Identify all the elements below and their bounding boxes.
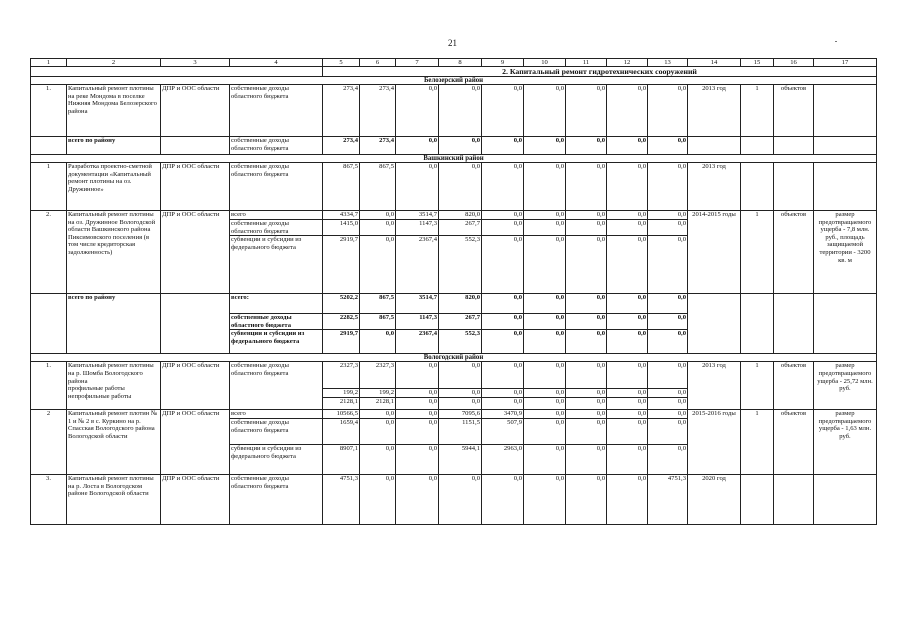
value-cell: 0,0 bbox=[482, 85, 524, 137]
year-cell: 2013 год bbox=[688, 362, 741, 410]
value-cell: 2919,7 bbox=[323, 330, 360, 354]
value-cell: 2327,3 bbox=[323, 362, 360, 389]
funding-source: субвенции и субсидии из федерального бюджета bbox=[230, 444, 323, 474]
empty-cell bbox=[774, 137, 814, 155]
funding-source: собственные доходы областного бюджета bbox=[230, 474, 323, 524]
empty-cell bbox=[161, 294, 230, 354]
value-cell: 0,0 bbox=[396, 163, 439, 211]
page-number: 21 bbox=[448, 38, 457, 48]
year-cell: 2020 год bbox=[688, 474, 741, 524]
value-cell: 0,0 bbox=[396, 362, 439, 389]
value-cell: 1151,5 bbox=[439, 418, 482, 444]
funding-source: всего: bbox=[230, 294, 323, 314]
value-cell: 0,0 bbox=[524, 236, 566, 294]
value-cell: 0,0 bbox=[360, 418, 396, 444]
funding-source: собственные доходы областного бюджета bbox=[230, 314, 323, 330]
value-cell: 0,0 bbox=[396, 85, 439, 137]
value-cell: 0,0 bbox=[566, 418, 607, 444]
value-cell: 0,0 bbox=[566, 163, 607, 211]
column-number: 7 bbox=[396, 59, 439, 67]
value-cell: 0,0 bbox=[524, 220, 566, 236]
value-cell: 3514,7 bbox=[396, 211, 439, 220]
value-cell: 820,0 bbox=[439, 211, 482, 220]
value-cell: 0,0 bbox=[396, 137, 439, 155]
empty-cell bbox=[774, 294, 814, 354]
program-row bbox=[31, 85, 877, 137]
value-cell: 0,0 bbox=[566, 397, 607, 409]
value-cell: 0,0 bbox=[439, 474, 482, 524]
value-cell: 867,5 bbox=[323, 163, 360, 211]
item-subname: профильные работы bbox=[68, 385, 125, 393]
quantity-cell bbox=[741, 474, 774, 524]
value-cell: 0,0 bbox=[566, 409, 607, 418]
value-cell: 0,0 bbox=[566, 236, 607, 294]
value-cell: 0,0 bbox=[607, 211, 648, 220]
column-number: 13 bbox=[648, 59, 688, 67]
value-cell: 0,0 bbox=[607, 409, 648, 418]
column-number: 1 bbox=[31, 59, 67, 67]
value-cell: 0,0 bbox=[360, 474, 396, 524]
unit-cell: объектов bbox=[774, 362, 814, 410]
value-cell: 867,5 bbox=[360, 294, 396, 314]
value-cell: 0,0 bbox=[482, 314, 524, 330]
value-cell: 0,0 bbox=[482, 220, 524, 236]
quantity-cell bbox=[741, 163, 774, 211]
value-cell: 0,0 bbox=[396, 389, 439, 398]
funding-source: субвенции и субсидии из федерального бюджета bbox=[230, 330, 323, 354]
item-number: 1. bbox=[31, 362, 67, 410]
executor: ДПР и ООС области bbox=[161, 474, 230, 524]
value-cell: 0,0 bbox=[524, 314, 566, 330]
quantity-cell: 1 bbox=[741, 362, 774, 410]
value-cell: 0,0 bbox=[607, 314, 648, 330]
value-cell: 0,0 bbox=[524, 389, 566, 398]
value-cell: 0,0 bbox=[648, 211, 688, 220]
section-title: 2. Капитальный ремонт гидротехнических сооружений bbox=[323, 67, 877, 77]
value-cell: 0,0 bbox=[648, 294, 688, 314]
value-cell: 5944,1 bbox=[439, 444, 482, 474]
value-cell: 0,0 bbox=[566, 314, 607, 330]
value-cell: 0,0 bbox=[482, 137, 524, 155]
note-cell bbox=[814, 474, 877, 524]
value-cell: 0,0 bbox=[360, 236, 396, 294]
value-cell: 0,0 bbox=[439, 163, 482, 211]
value-cell: 0,0 bbox=[439, 85, 482, 137]
value-cell: 0,0 bbox=[482, 362, 524, 389]
value-cell: 0,0 bbox=[360, 409, 396, 418]
value-cell: 273,4 bbox=[323, 137, 360, 155]
value-cell: 0,0 bbox=[607, 444, 648, 474]
value-cell: 0,0 bbox=[524, 409, 566, 418]
value-cell: 0,0 bbox=[607, 362, 648, 389]
value-cell: 0,0 bbox=[648, 409, 688, 418]
column-number: 3 bbox=[161, 59, 230, 67]
value-cell: 4334,7 bbox=[323, 211, 360, 220]
value-cell: 0,0 bbox=[439, 397, 482, 409]
column-number: 2 bbox=[67, 59, 161, 67]
year-cell: 2013 год bbox=[688, 163, 741, 211]
value-cell: 0,0 bbox=[648, 236, 688, 294]
executor: ДПР и ООС области bbox=[161, 85, 230, 137]
value-cell: 0,0 bbox=[607, 85, 648, 137]
value-cell: 0,0 bbox=[396, 474, 439, 524]
funding-source: собственные доходы областного бюджета bbox=[230, 163, 323, 211]
item-number: 2. bbox=[31, 211, 67, 294]
value-cell: 0,0 bbox=[524, 397, 566, 409]
funding-source: субвенции и субсидии из федерального бюджета bbox=[230, 236, 323, 294]
value-cell: 0,0 bbox=[482, 163, 524, 211]
empty-cell bbox=[741, 137, 774, 155]
value-cell: 0,0 bbox=[439, 389, 482, 398]
scan-mark bbox=[835, 41, 837, 42]
item-number: 2 bbox=[31, 409, 67, 474]
district-total-row bbox=[31, 137, 877, 155]
column-number: 4 bbox=[230, 59, 323, 67]
funding-source: собственные доходы областного бюджета bbox=[230, 85, 323, 137]
value-cell: 0,0 bbox=[566, 220, 607, 236]
value-cell: 0,0 bbox=[566, 444, 607, 474]
empty-cell bbox=[31, 137, 67, 155]
district-row-vashkinsky bbox=[31, 155, 877, 163]
item-name: Капитальный ремонт плотины на оз. Дружинное Вологодской области Вашкинского района Пиксимовского поселения (в том числе кредиторская задолженность) bbox=[67, 211, 161, 294]
value-cell: 273,4 bbox=[360, 85, 396, 137]
value-cell: 820,0 bbox=[439, 294, 482, 314]
value-cell: 1147,3 bbox=[396, 314, 439, 330]
value-cell: 199,2 bbox=[323, 389, 360, 398]
year-cell: 2014-2015 годы bbox=[688, 211, 741, 294]
value-cell: 7095,6 bbox=[439, 409, 482, 418]
program-row bbox=[31, 211, 877, 220]
value-cell: 0,0 bbox=[524, 85, 566, 137]
quantity-cell: 1 bbox=[741, 85, 774, 137]
column-number: 12 bbox=[607, 59, 648, 67]
value-cell: 0,0 bbox=[482, 397, 524, 409]
value-cell: 867,5 bbox=[360, 314, 396, 330]
column-number: 11 bbox=[566, 59, 607, 67]
value-cell: 2367,4 bbox=[396, 236, 439, 294]
column-number: 9 bbox=[482, 59, 524, 67]
program-row bbox=[31, 409, 877, 418]
value-cell: 0,0 bbox=[396, 418, 439, 444]
unit-cell bbox=[774, 474, 814, 524]
column-number: 8 bbox=[439, 59, 482, 67]
value-cell: 0,0 bbox=[439, 362, 482, 389]
value-cell: 0,0 bbox=[524, 330, 566, 354]
funding-source: собственные доходы областного бюджета bbox=[230, 418, 323, 444]
program-row bbox=[31, 362, 877, 389]
value-cell: 0,0 bbox=[648, 137, 688, 155]
program-row bbox=[31, 163, 877, 211]
value-cell: 0,0 bbox=[566, 85, 607, 137]
value-cell: 0,0 bbox=[524, 137, 566, 155]
value-cell: 0,0 bbox=[607, 418, 648, 444]
value-cell: 2919,7 bbox=[323, 236, 360, 294]
item-name: всего по району bbox=[67, 294, 161, 354]
funding-source: собственные доходы областного бюджета bbox=[230, 362, 323, 410]
column-number-row bbox=[31, 59, 877, 67]
value-cell: 0,0 bbox=[607, 294, 648, 314]
district-title: Вашкинский район bbox=[31, 155, 877, 163]
district-title: Вологодский район bbox=[31, 354, 877, 362]
value-cell: 1147,3 bbox=[396, 220, 439, 236]
empty-cell bbox=[741, 294, 774, 354]
value-cell: 552,3 bbox=[439, 236, 482, 294]
note-cell bbox=[814, 85, 877, 137]
value-cell: 0,0 bbox=[648, 163, 688, 211]
value-cell: 552,3 bbox=[439, 330, 482, 354]
item-number: 1 bbox=[31, 163, 67, 211]
item-number: 3. bbox=[31, 474, 67, 524]
column-number: 15 bbox=[741, 59, 774, 67]
district-title: Белозерский район bbox=[31, 77, 877, 85]
value-cell: 0,0 bbox=[360, 211, 396, 220]
quantity-cell: 1 bbox=[741, 409, 774, 474]
value-cell: 5202,2 bbox=[323, 294, 360, 314]
value-cell: 2282,5 bbox=[323, 314, 360, 330]
district-row-belozersky bbox=[31, 77, 877, 85]
district-row-vologodsky bbox=[31, 354, 877, 362]
value-cell: 0,0 bbox=[648, 85, 688, 137]
value-cell: 0,0 bbox=[648, 314, 688, 330]
item-name bbox=[67, 362, 161, 410]
item-name: Капитальный ремонт плотины на р. Лоста в Вологодском районе Вологодской области bbox=[67, 474, 161, 524]
program-row bbox=[31, 474, 877, 524]
note-cell: размер предотвращаемого ущерба - 7,8 млн. руб., площадь защищаемой территории - 3200 кв. м bbox=[814, 211, 877, 294]
empty-cell bbox=[161, 137, 230, 155]
value-cell: 0,0 bbox=[566, 362, 607, 389]
item-subname: непрофильные работы bbox=[68, 392, 132, 400]
unit-cell: объектов bbox=[774, 85, 814, 137]
section-title-row bbox=[31, 67, 877, 77]
column-number: 5 bbox=[323, 59, 360, 67]
value-cell: 0,0 bbox=[524, 444, 566, 474]
executor: ДПР и ООС области bbox=[161, 211, 230, 294]
value-cell: 0,0 bbox=[648, 330, 688, 354]
column-number: 16 bbox=[774, 59, 814, 67]
value-cell: 273,4 bbox=[323, 85, 360, 137]
column-number: 10 bbox=[524, 59, 566, 67]
value-cell: 0,0 bbox=[360, 444, 396, 474]
value-cell: 0,0 bbox=[482, 211, 524, 220]
value-cell: 0,0 bbox=[566, 474, 607, 524]
item-name: Разработка проектно-сметной документации «Капитальный ремонт плотины на оз. Дружинное» bbox=[67, 163, 161, 211]
empty-cell bbox=[814, 137, 877, 155]
item-name: всего по району bbox=[67, 137, 161, 155]
value-cell: 0,0 bbox=[607, 137, 648, 155]
value-cell: 0,0 bbox=[648, 220, 688, 236]
value-cell: 2367,4 bbox=[396, 330, 439, 354]
value-cell: 4751,3 bbox=[323, 474, 360, 524]
value-cell: 0,0 bbox=[524, 362, 566, 389]
program-table bbox=[30, 58, 877, 525]
value-cell: 0,0 bbox=[360, 330, 396, 354]
value-cell: 0,0 bbox=[607, 389, 648, 398]
value-cell: 0,0 bbox=[396, 444, 439, 474]
value-cell: 10566,5 bbox=[323, 409, 360, 418]
note-cell: размер предотвращаемого ущерба - 1,63 млн. руб. bbox=[814, 409, 877, 474]
value-cell: 0,0 bbox=[524, 474, 566, 524]
value-cell: 2128,1 bbox=[360, 397, 396, 409]
value-cell: 2327,3 bbox=[360, 362, 396, 389]
value-cell: 0,0 bbox=[439, 137, 482, 155]
value-cell: 0,0 bbox=[607, 163, 648, 211]
item-name: Капитальный ремонт плотины на реке Мондома в поселке Нижняя Мондома Белозерского района bbox=[67, 85, 161, 137]
empty-cell bbox=[814, 294, 877, 354]
district-total-row bbox=[31, 294, 877, 314]
value-cell: 1415,0 bbox=[323, 220, 360, 236]
quantity-cell: 1 bbox=[741, 211, 774, 294]
year-cell: 2013 год bbox=[688, 85, 741, 137]
value-cell: 0,0 bbox=[360, 220, 396, 236]
value-cell: 2128,1 bbox=[323, 397, 360, 409]
value-cell: 0,0 bbox=[648, 418, 688, 444]
executor: ДПР и ООС области bbox=[161, 409, 230, 474]
value-cell: 0,0 bbox=[524, 163, 566, 211]
value-cell: 0,0 bbox=[648, 397, 688, 409]
value-cell: 199,2 bbox=[360, 389, 396, 398]
value-cell: 0,0 bbox=[607, 474, 648, 524]
value-cell: 867,5 bbox=[360, 163, 396, 211]
empty-cell bbox=[688, 294, 741, 354]
value-cell: 0,0 bbox=[482, 389, 524, 398]
item-number: 1. bbox=[31, 85, 67, 137]
value-cell: 0,0 bbox=[648, 444, 688, 474]
empty-cell bbox=[688, 137, 741, 155]
funding-source: всего bbox=[230, 409, 323, 418]
value-cell: 0,0 bbox=[482, 474, 524, 524]
value-cell: 0,0 bbox=[566, 294, 607, 314]
value-cell: 0,0 bbox=[648, 389, 688, 398]
item-name-main: Капитальный ремонт плотины на р. Шомба Вологодского района bbox=[68, 362, 154, 385]
value-cell: 1659,4 bbox=[323, 418, 360, 444]
column-number: 6 bbox=[360, 59, 396, 67]
funding-source: собственные доходы областного бюджета bbox=[230, 137, 323, 155]
value-cell: 0,0 bbox=[524, 418, 566, 444]
item-name: Капитальный ремонт плотин № 1 и № 2 в с. Куркино на р. Спасская Вологодского района Вологодской области bbox=[67, 409, 161, 474]
value-cell: 0,0 bbox=[482, 330, 524, 354]
value-cell: 267,7 bbox=[439, 220, 482, 236]
value-cell: 0,0 bbox=[482, 236, 524, 294]
unit-cell bbox=[774, 163, 814, 211]
unit-cell: объектов bbox=[774, 211, 814, 294]
value-cell: 267,7 bbox=[439, 314, 482, 330]
note-cell bbox=[814, 163, 877, 211]
value-cell: 3514,7 bbox=[396, 294, 439, 314]
column-number: 14 bbox=[688, 59, 741, 67]
value-cell: 0,0 bbox=[524, 211, 566, 220]
value-cell: 0,0 bbox=[607, 236, 648, 294]
value-cell: 0,0 bbox=[396, 409, 439, 418]
value-cell: 0,0 bbox=[396, 397, 439, 409]
value-cell: 4751,3 bbox=[648, 474, 688, 524]
value-cell: 0,0 bbox=[482, 294, 524, 314]
funding-source: всего bbox=[230, 211, 323, 220]
value-cell: 0,0 bbox=[648, 362, 688, 389]
value-cell: 273,4 bbox=[360, 137, 396, 155]
value-cell: 8907,1 bbox=[323, 444, 360, 474]
value-cell: 0,0 bbox=[607, 397, 648, 409]
value-cell: 0,0 bbox=[566, 137, 607, 155]
funding-source: собственные доходы областного бюджета bbox=[230, 220, 323, 236]
column-number: 17 bbox=[814, 59, 877, 67]
value-cell: 0,0 bbox=[566, 330, 607, 354]
value-cell: 2963,0 bbox=[482, 444, 524, 474]
value-cell: 0,0 bbox=[607, 220, 648, 236]
empty-cell bbox=[31, 294, 67, 354]
value-cell: 3470,9 bbox=[482, 409, 524, 418]
year-cell: 2015-2016 годы bbox=[688, 409, 741, 474]
unit-cell: объектов bbox=[774, 409, 814, 474]
value-cell: 0,0 bbox=[566, 389, 607, 398]
value-cell: 0,0 bbox=[524, 294, 566, 314]
value-cell: 507,9 bbox=[482, 418, 524, 444]
value-cell: 0,0 bbox=[566, 211, 607, 220]
executor: ДПР и ООС области bbox=[161, 362, 230, 410]
executor: ДПР и ООС области bbox=[161, 163, 230, 211]
note-cell: размер предотвращаемого ущерба - 25,72 млн. руб. bbox=[814, 362, 877, 410]
value-cell: 0,0 bbox=[607, 330, 648, 354]
